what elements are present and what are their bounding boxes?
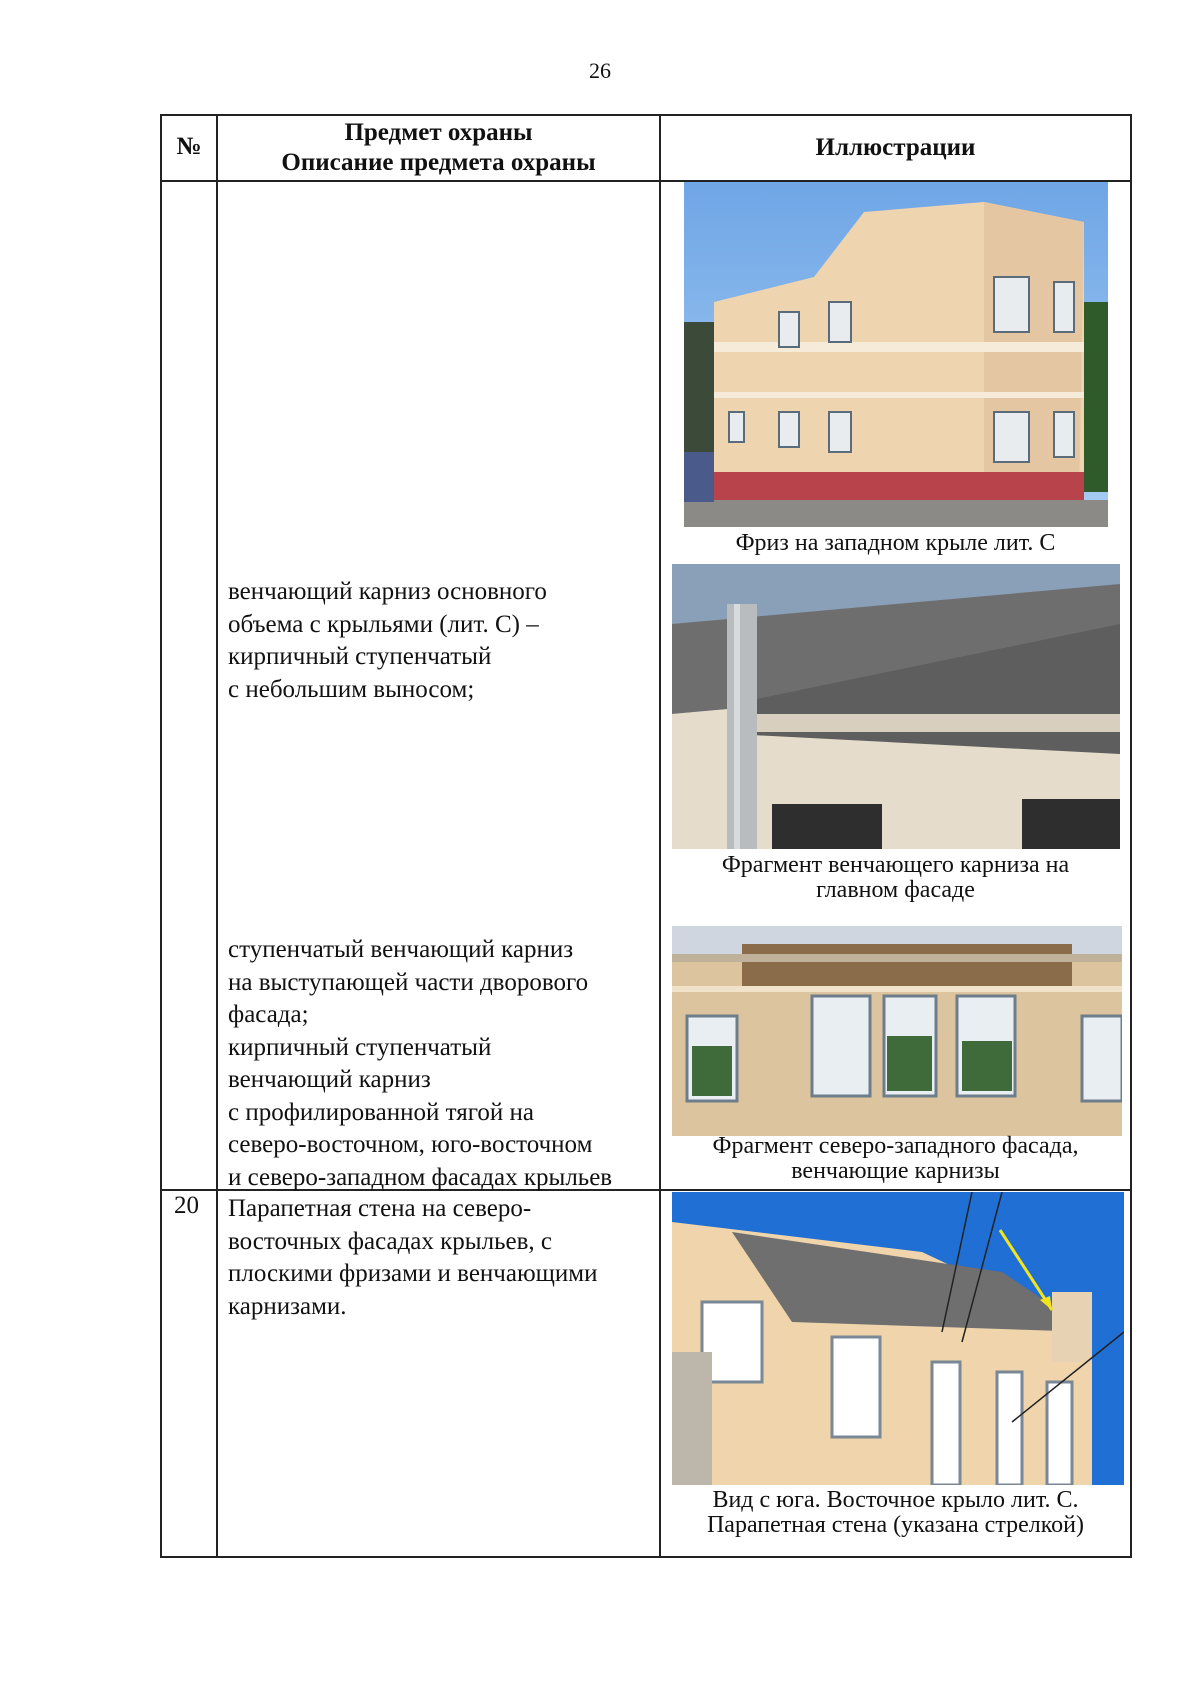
description-line: плоскими фризами и венчающими [228, 1260, 598, 1287]
description-line: ступенчатый венчающий карниз [228, 936, 574, 963]
caption-photo-1: Фриз на западном крыле лит. С [735, 530, 1056, 556]
column-divider [659, 116, 661, 1556]
header-illustrations: Иллюстрации [815, 134, 976, 161]
caption-photo-4 [661, 1488, 1130, 1538]
description-line: кирпичный ступенчатый [228, 643, 492, 670]
caption-line: венчающие карнизы [791, 1158, 1000, 1184]
cornice-photo-illustration [672, 564, 1120, 849]
description-line: восточных фасадах крыльев, с [228, 1227, 552, 1255]
facade-photo-illustration [672, 926, 1122, 1136]
description-line: карнизами. [228, 1292, 347, 1320]
photo-main-facade-cornice [672, 564, 1120, 849]
description-line: венчающий карниз основного [228, 578, 547, 605]
page-number: 26 [589, 58, 611, 83]
description-line: с профилированной тягой на [228, 1098, 534, 1126]
description-block-1 [228, 576, 656, 706]
header-number: № [176, 133, 202, 160]
protection-table [160, 114, 1132, 1558]
header-subject-line1: Предмет охраны [344, 119, 533, 146]
parapet-photo-illustration [672, 1192, 1124, 1485]
column-divider [216, 116, 218, 1556]
description-line: фасада; [228, 1001, 309, 1028]
caption-line: главном фасаде [816, 877, 975, 903]
description-row-20 [228, 1193, 656, 1323]
photo-north-west-facade [672, 926, 1122, 1136]
description-line: Парапетная стена на северо- [228, 1195, 532, 1222]
row-number-20: 20 [174, 1192, 199, 1219]
description-line: на выступающей части дворового [228, 968, 589, 996]
building-photo-illustration [684, 182, 1108, 527]
description-block-2 [228, 934, 656, 1194]
description-line: кирпичный ступенчатый [228, 1033, 492, 1061]
description-line: и северо-западном фасадах крыльев [228, 1163, 613, 1191]
description-line: северо-восточном, юго-восточном [228, 1131, 593, 1158]
caption-line: Фрагмент венчающего карниза на [721, 852, 1070, 878]
header-subject-line2: Описание предмета охраны [281, 149, 596, 176]
caption-photo-2 [661, 853, 1130, 903]
caption-line: Парапетная стена (указана стрелкой) [706, 1512, 1085, 1538]
description-line: с небольшим выносом; [228, 675, 475, 703]
header-subject [218, 118, 659, 178]
photo-south-view-parapet [672, 1192, 1124, 1485]
caption-line: Вид с юга. Восточное крыло лит. С. [712, 1487, 1079, 1513]
photo-west-wing-frieze [684, 182, 1108, 527]
caption-line: Фрагмент северо-западного фасада, [712, 1133, 1079, 1159]
description-line: венчающий карниз [228, 1066, 431, 1093]
caption-photo-3 [661, 1134, 1130, 1184]
description-line: объема с крыльями (лит. С) – [228, 610, 539, 638]
